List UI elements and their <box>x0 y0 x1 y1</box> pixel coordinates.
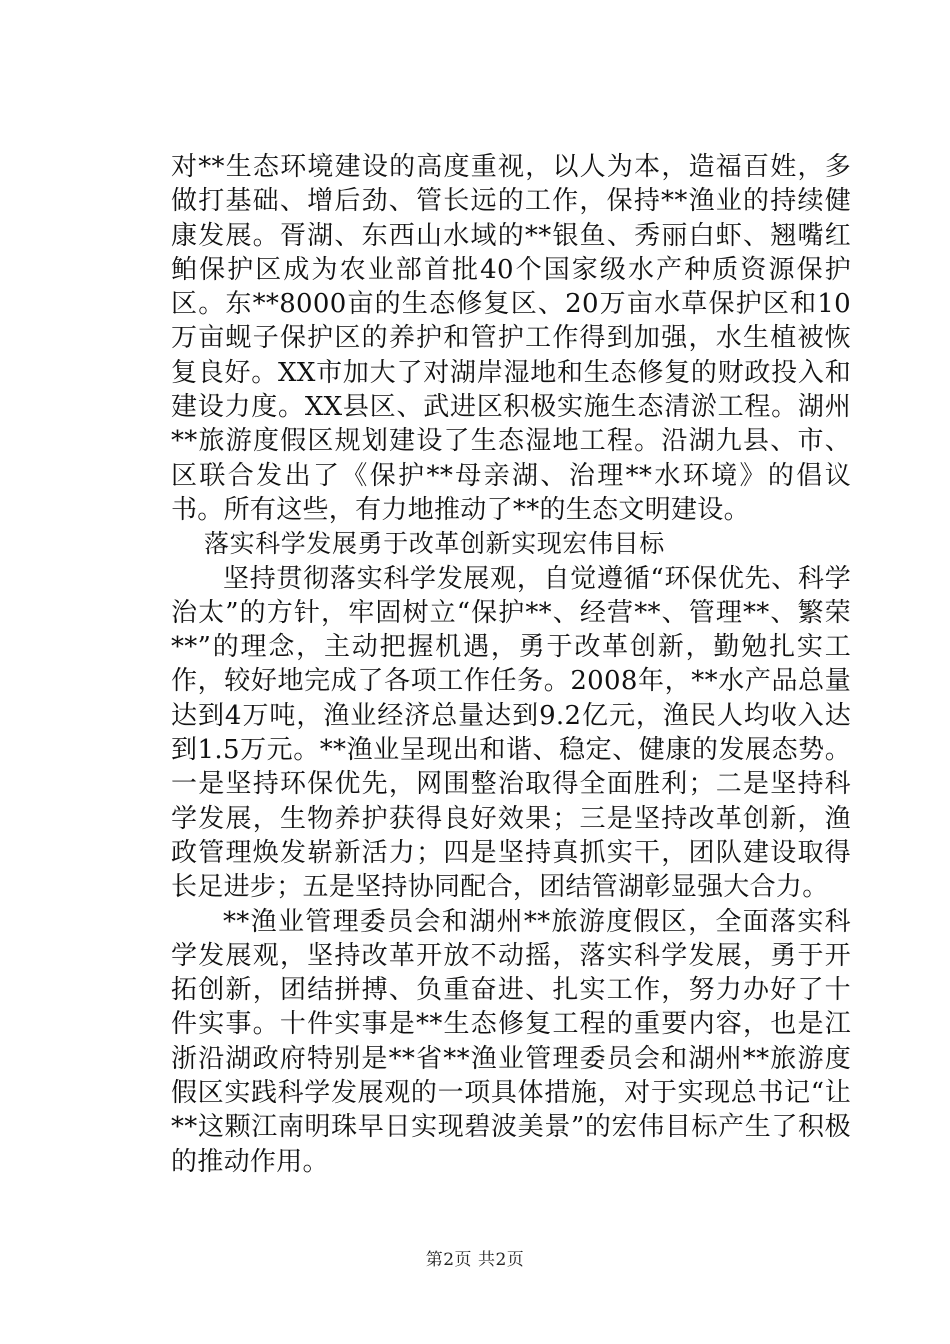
paragraph-achievements: 坚持贯彻落实科学发展观，自觉遵循“环保优先、科学治太”的方针，牢固树立“保护**、经营**、管理**、繁荣**”的理念，主动把握机遇，勇于改革创新，勤勉扎实工作，较好地完成了各项工作任务。2008年，**水产品总量达到4万吨，渔业经济总量达到9.2亿元，渔民人均收入达到1.5万元。**渔业呈现出和谐、稳定、健康的发展态势。一是坚持环保优先，网围整治取得全面胜利；二是坚持科学发展，生物养护获得良好效果；三是坚持改革创新，渔政管理焕发崭新活力；四是坚持真抓实干，团队建设取得长足进步；五是坚持协同配合，团结管湖彰显强大合力。 <box>171 563 851 903</box>
paragraph-ecology: 对**生态环境建设的高度重视，以人为本，造福百姓，多做打基础、增后劲、管长远的工作，保持**渔业的持续健康发展。胥湖、东西山水域的**银鱼、秀丽白虾、翘嘴红鲌保护区成为农业部首批40个国家级水产种质资源保护区。东**8000亩的生态修复区、20万亩水草保护区和10万亩蚬子保护区的养护和管护工作得到加强，水生植被恢复良好。XX市加大了对湖岸湿地和生态修复的财政投入和建设力度。XX县区、武进区积极实施生态清淤工程。湖州**旅游度假区规划建设了生态湿地工程。沿湖九县、市、区联合发出了《保护**母亲湖、治理**水环境》的倡议书。所有这些，有力地推动了**的生态文明建设。 <box>171 152 851 525</box>
page-number-footer: 第2页 共2页 <box>425 1250 525 1270</box>
document-body <box>171 150 851 1179</box>
section-heading: 落实科学发展勇于改革创新实现宏伟目标 <box>204 529 665 559</box>
paragraph-ten-tasks: **渔业管理委员会和湖州**旅游度假区，全面落实科学发展观，坚持改革开放不动摇，落实科学发展，勇于开拓创新，团结拼搏、负重奋进、扎实工作，努力办好了十件实事。十件实事是**生态修复工程的重要内容，也是江浙沿湖政府特别是**省**渔业管理委员会和湖州**旅游度假区实践科学发展观的一项具体措施，对于实现总书记“让**这颗江南明珠早日实现碧波美景”的宏伟目标产生了积极的推动作用。 <box>171 906 851 1177</box>
